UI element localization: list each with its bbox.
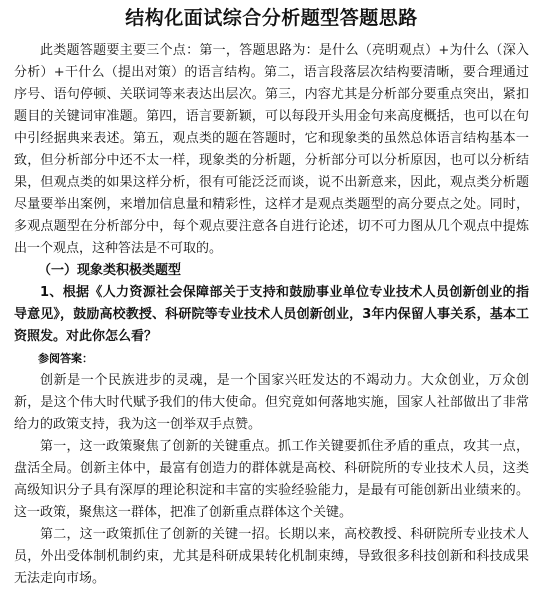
question-text: 1、根据《人力资源社会保障部关于支持和鼓励事业单位专业技术人员创新创业的指导意见》，鼓励高校教授、科研院等专业技术人员创新创业，3年内保留人事关系，基本工资照发。对此你怎么看？ bbox=[14, 285, 529, 344]
section-heading: （一）现象类积极类题型 bbox=[38, 263, 182, 278]
document-title: 结构化面试综合分析题型答题思路 bbox=[125, 7, 418, 29]
answer-paragraph-3: 第二，这一政策抓住了创新的关键一招。长期以来，高校教授、科研院所专业技术人员，外出受体制机制约束，尤其是科研成果转化机制束缚，导致很多科技创新和科技成果无法走向市场。 bbox=[14, 527, 529, 586]
answer-paragraph-2: 第一，这一政策聚焦了创新的关键重点。抓工作关键要抓住矛盾的重点，攻其一点，盘活全局。创新主体中，最富有创造力的群体就是高校、科研院所的专业技术人员，这类高级知识分子具有深厚的理论积淀和丰富的实验经验能力，是最有可能创新出业绩来的。这一政策，聚焦这一群体，把准了创新重点群体这个关键。 bbox=[14, 439, 529, 520]
intro-paragraph: 此类题答题要主要三个点：第一，答题思路为：是什么（亮明观点）+为什么（深入分析）+干什么（提出对策）的语言结构。第二，语言段落层次结构要清晰，要合理通过序号、语句停顿、关联词等来表达出层次。第三，内容尤其是分析部分要重点突出，紧扣题目的关键词审准题。第四，语言要新颖，可以每段开头用金句来高度概括，也可以在句中引经据典来表述。第五，观点类的题在答题时，它和现象类的虽然总体语言结构基本一致，但分析部分中还不太一样，现象类的分析题，分析部分可以分析原因，也可以分析结果，但观点类的如果这样分析，很有可能泛泛而谈，说不出新意来，因此，观点类分析题尽量要举出案例，来增加信息量和精彩性，这样才是观点类题型的高分要点之处。同时，多观点题型在分析部分中，每个观点要注意各自进行论述，切不可力图从几个观点中提炼出一个观点，这种答法是不可取的。 bbox=[14, 43, 529, 256]
answer-paragraph-1: 创新是一个民族进步的灵魂，是一个国家兴旺发达的不竭动力。大众创业，万众创新，是这个伟大时代赋予我们的伟大使命。但究竟如何落地实施，国家人社部做出了非常给力的政策支持，我为这一创举双手点赞。 bbox=[14, 373, 529, 432]
answer-label: 参阅答案： bbox=[38, 352, 93, 365]
document-page bbox=[0, 5, 543, 586]
